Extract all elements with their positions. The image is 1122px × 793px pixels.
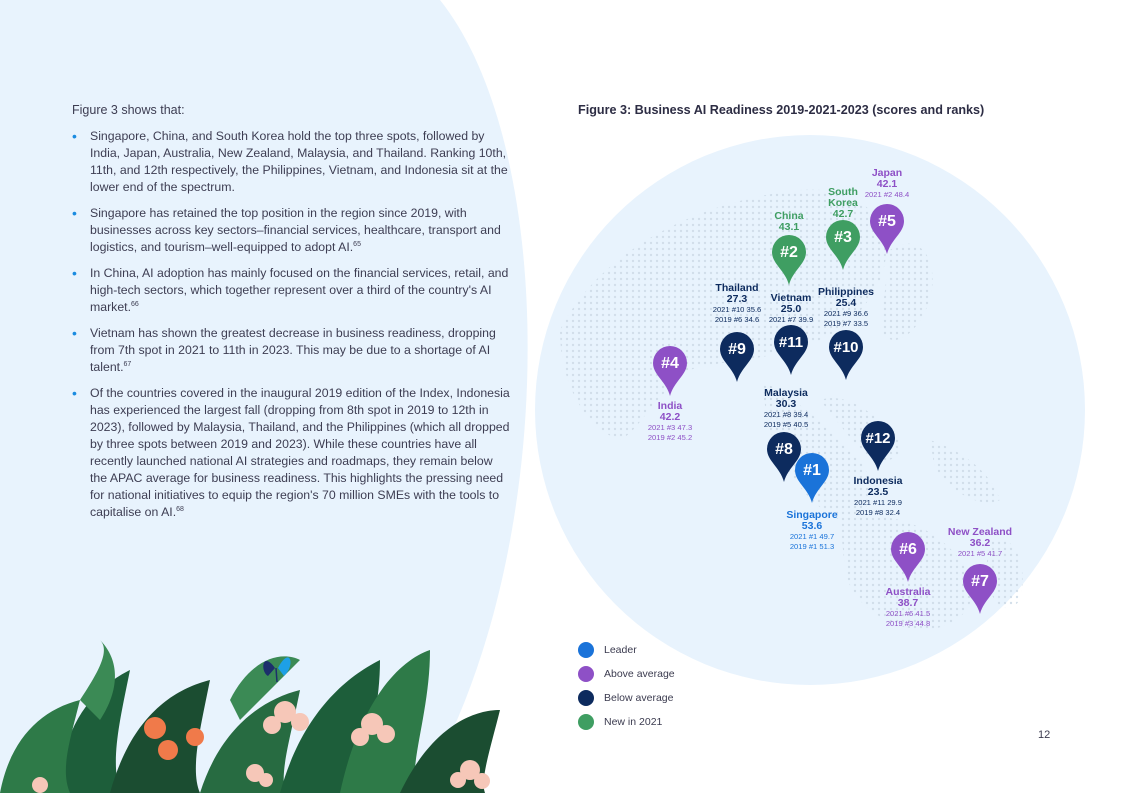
- legend-dot-below: [578, 690, 594, 706]
- country-label-japan: Japan 42.1 2021 #2 48.4: [864, 167, 910, 199]
- footnote-ref[interactable]: 66: [131, 300, 139, 308]
- page-number: 12: [1038, 729, 1051, 741]
- pin-rank-label: #7: [971, 573, 989, 590]
- map-pin-philippines[interactable]: [829, 330, 863, 380]
- country-label-singapore: Singapore 53.6 2021 #1 49.7 2019 #1 51.3: [786, 509, 838, 551]
- pin-rank-label: #6: [899, 541, 917, 558]
- country-label-india: India 42.2 2021 #3 47.3 2019 #2 45.2: [647, 400, 693, 442]
- map-pin-thailand[interactable]: [720, 332, 754, 382]
- pin-rank-label: #4: [661, 355, 679, 372]
- country-label-australia: Australia 38.7 2021 #6 41.5 2019 #3 44.8: [885, 586, 931, 628]
- map-pin-india[interactable]: [653, 346, 687, 396]
- footnote-ref[interactable]: 68: [176, 505, 184, 513]
- map-pin-japan[interactable]: [870, 204, 904, 254]
- legend-item-leader: Leader: [578, 638, 675, 662]
- map-pin-new-zealand[interactable]: [963, 564, 997, 614]
- map-pin-australia[interactable]: [891, 532, 925, 582]
- pin-rank-label: #3: [834, 229, 852, 246]
- legend-dot-leader: [578, 642, 594, 658]
- legend-item-new: New in 2021: [578, 710, 675, 734]
- map-pin-vietnam[interactable]: [774, 325, 808, 375]
- map-pin-south-korea[interactable]: [826, 220, 860, 270]
- pin-rank-label: #9: [728, 341, 746, 358]
- pin-rank-label: #8: [775, 441, 793, 458]
- legend: [578, 638, 675, 734]
- bullet-item: • Singapore, China, and South Korea hold the top three spots, followed by India, Japan, Australia, New Zealand, Malaysia, and Thailand. Ranking 10th, 11th, and 12th respectively, the Philippines, Vietnam, and Indonesia sit at the lower end of the spectrum.: [72, 128, 512, 196]
- intro-text: Figure 3 shows that:: [72, 103, 185, 117]
- map-pin-indonesia[interactable]: [861, 421, 895, 471]
- map-pin-china[interactable]: [772, 235, 806, 285]
- pin-rank-label: #11: [778, 334, 804, 351]
- legend-item-above: Above average: [578, 662, 675, 686]
- pin-rank-label: #12: [865, 430, 891, 447]
- country-label-new-zealand: New Zealand 36.2 2021 #5 41.7: [947, 526, 1013, 558]
- bullet-item: • Of the countries covered in the inaugural 2019 edition of the Index, Indonesia has experienced the largest fall (dropping from 8th spot in 2019 to 12th in 2023), followed by Malaysia, Thailand, and the Philippines (which all dropped by three spots between 2019 and 2023). While these countries have all recently launched national AI strategies and roadmaps, they remain below the APAC average for business readiness. This highlights the pressing need for national initiatives to equip the region's 70 million SMEs with the tools to capitalise on AI.$^{68}$: [72, 385, 512, 521]
- country-label-philippines: Philippines 25.4 2021 #9 36.6 2019 #7 33.5: [817, 286, 875, 328]
- bullet-item: • Singapore has retained the top position in the region since 2019, with businesses across key sectors–financial services, healthcare, transport and logistics, and tourism–well-equipped to adopt AI.$^{65}$: [72, 205, 512, 256]
- footnote-ref[interactable]: 67: [123, 360, 132, 368]
- country-label-thailand: Thailand 27.3 2021 #10 35.6 2019 #6 34.6: [712, 282, 762, 324]
- bullet-item: • In China, AI adoption has mainly focused on the financial services, retail, and high-tech sectors, which together represent over a third of the country's AI market.$^{66}$: [72, 265, 512, 316]
- country-label-china: China 43.1: [774, 210, 804, 233]
- pin-rank-label: #5: [878, 213, 896, 230]
- bullet-item: • Vietnam has shown the greatest decrease in business readiness, dropping from 7th spot in 2021 to 11th in 2023. This may be due to a shortage of AI talent.$^{67}$: [72, 325, 512, 376]
- country-label-south-korea: South Korea 42.7: [828, 186, 858, 220]
- figure-title: Figure 3: Business AI Readiness 2019-2021-2023 (scores and ranks): [578, 103, 985, 117]
- pin-rank-label: #10: [833, 339, 859, 356]
- legend-dot-above: [578, 666, 594, 682]
- pin-rank-label: #1: [803, 462, 821, 479]
- country-label-vietnam: Vietnam 25.0 2021 #7 39.9: [768, 292, 814, 324]
- country-label-malaysia: Malaysia 30.3 2021 #8 39.4 2019 #5 40.5: [763, 387, 809, 429]
- pin-rank-label: #2: [780, 244, 798, 261]
- legend-dot-new: [578, 714, 594, 730]
- country-label-indonesia: Indonesia 23.5 2021 #11 29.9 2019 #8 32.4: [853, 475, 903, 517]
- footnote-ref[interactable]: 65: [353, 240, 361, 248]
- map-pin-singapore[interactable]: [795, 453, 829, 503]
- legend-item-below: Below average: [578, 686, 675, 710]
